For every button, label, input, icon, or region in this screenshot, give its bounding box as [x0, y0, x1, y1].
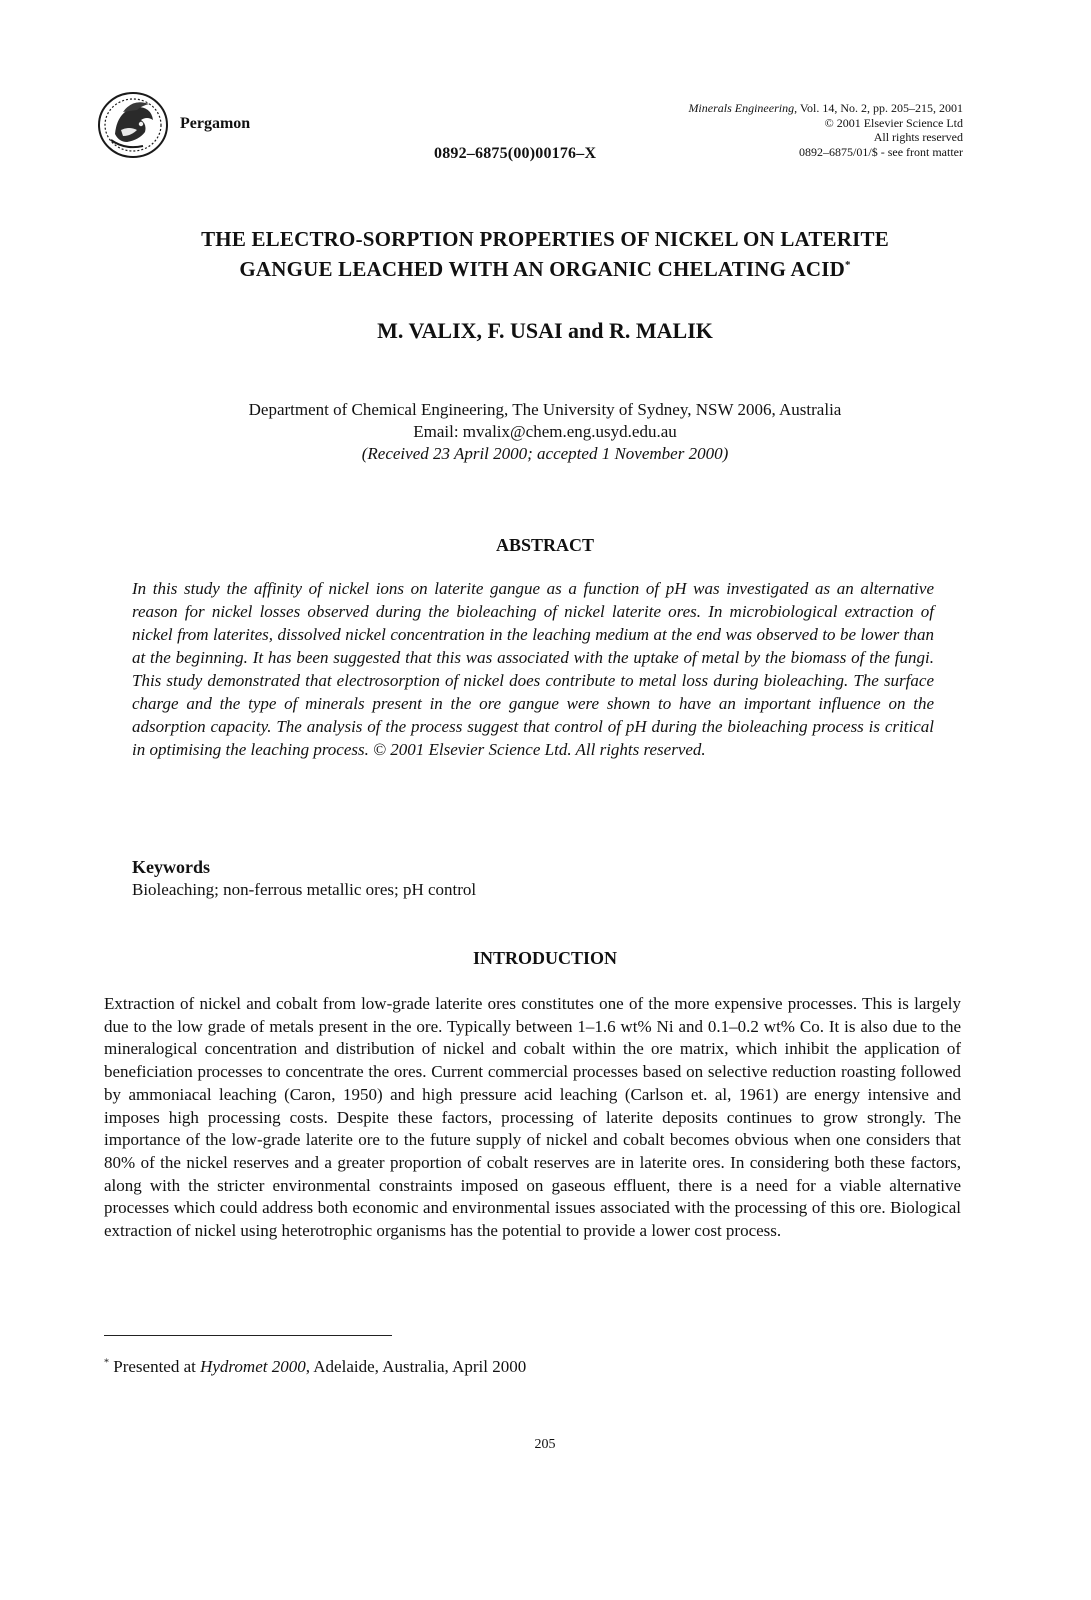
publisher-name: Pergamon — [180, 115, 251, 132]
footnote-venue: Hydromet 2000 — [200, 1357, 306, 1376]
affiliation-block — [100, 399, 990, 465]
footnote-divider — [104, 1335, 392, 1336]
keywords-heading: Keywords — [132, 857, 210, 877]
page-number: 205 — [534, 1437, 556, 1452]
rights-line: All rights reserved — [873, 130, 963, 144]
affiliation-department: Department of Chemical Engineering, The University of Sydney, NSW 2006, Australia — [248, 400, 842, 419]
journal-volume: , Vol. 14, No. 2, pp. 205–215, 2001 — [794, 101, 963, 115]
issn-line: 0892–6875/01/$ - see front matter — [799, 144, 963, 159]
footnote — [104, 1357, 526, 1377]
title-line-1: THE ELECTRO-SORPTION PROPERTIES OF NICKEL ON LATERITE — [201, 227, 889, 251]
title-footnote-marker: * — [844, 259, 851, 271]
journal-info — [688, 101, 963, 159]
footnote-marker: * — [104, 1357, 109, 1369]
author-list: M. VALIX, F. USAI and R. MALIK — [377, 318, 713, 343]
keywords-text: Bioleaching; non-ferrous metallic ores; pH control — [132, 880, 477, 899]
introduction-text: Extraction of nickel and cobalt from low-grade laterite ores constitutes one of the more expensive processes. This is largely due to the low grade of metals present in the ore. Typically between 1–1.6 wt% Ni and 0.1–0.2 wt% Co. It is also due to the mineralogical concentration and distribution of nickel and cobalt within the ore matrix, which inhibit the application of beneficiation processes to concentrate the ores. Current commercial processes based on selective reduction roasting followed by ammoniacal leaching (Caron, 1950) and high pressure acid leaching (Carlson et. al, 1961) are energy intensive and imposes high processing costs. Despite these factors, processing of laterite deposits continues to grow strongly. The importance of the low-grade laterite ore to the future supply of nickel and cobalt becomes obvious when one considers that 80% of the nickel reserves and a greater proportion of cobalt reserves are in laterite ores. In considering both these factors, along with the stricter environmental constraints imposed on gaseous effluent, there is a need for a viable alternative processes which could address both economic and environmental issues associated with the processing of this ore. Biological extraction of nickel using heterotrophic organisms has the potential to provide a lower cost process. — [104, 994, 961, 1241]
introduction-heading: INTRODUCTION — [472, 948, 618, 968]
footnote-suffix: , Adelaide, Australia, April 2000 — [305, 1357, 527, 1376]
footnote-prefix: Presented at — [109, 1357, 201, 1376]
abstract-heading: ABSTRACT — [495, 535, 595, 555]
author-email: Email: mvalix@chem.eng.usyd.edu.au — [413, 422, 677, 441]
journal-citation — [688, 101, 963, 116]
title-line-2: GANGUE LEACHED WITH AN ORGANIC CHELATING ACID* — [239, 257, 851, 281]
received-dates: (Received 23 April 2000; accepted 1 November 2000) — [361, 444, 729, 463]
paper-title — [100, 226, 990, 282]
journal-name: Minerals Engineering — [688, 101, 795, 115]
abstract-text: In this study the affinity of nickel ions on laterite gangue as a function of pH was investigated as an alternative reason for nickel losses observed during the bioleaching of nickel laterite ores. In microbiological extraction of nickel from laterites, dissolved nickel concentration in the leaching medium at the end was observed to be lower than at the beginning. It has been suggested that this was associated with the uptake of metal by the biomass of the fungi. This study demonstrated that electrosorption of nickel does contribute to metal loss during bioleaching. The surface charge and the type of minerals present in the ore gangue were shown to have an important influence on the adsorption capacity. The analysis of the process suggest that control of pH during the bioleaching process is critical in optimising the leaching process. © 2001 Elsevier Science Ltd. All rights reserved. — [132, 579, 934, 759]
article-doi: 0892–6875(00)00176–X — [434, 145, 597, 162]
copyright-line: © 2001 Elsevier Science Ltd — [824, 115, 963, 130]
pergamon-logo-icon — [95, 90, 173, 160]
